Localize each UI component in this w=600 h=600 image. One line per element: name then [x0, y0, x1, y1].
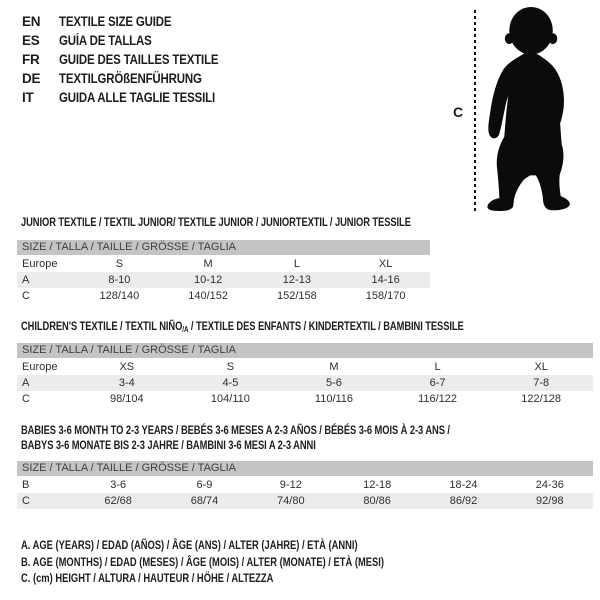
table-row-age: A 3-4 4-5 5-6 6-7 7-8: [17, 375, 593, 391]
toddler-silhouette-image: [484, 4, 584, 212]
table-row-age-months: B 3-6 6-9 9-12 12-18 18-24 24-36: [22, 479, 564, 491]
table-row-europe: Europe XS S M L XL: [22, 361, 548, 373]
table-row-age: A 8-10 10-12 12-13 14-16: [17, 272, 430, 288]
language-title: TEXTILE SIZE GUIDE: [59, 14, 172, 29]
size-header-bar: SIZE / TALLA / TAILLE / GRÖSSE / TAGLIA: [17, 343, 593, 358]
legend: [21, 537, 486, 587]
language-code: EN: [22, 14, 41, 29]
language-title: GUIDA ALLE TAGLIE TESSILI: [59, 90, 215, 105]
language-title: TEXTILGRÖßENFÜHRUNG: [59, 71, 202, 86]
language-code: FR: [22, 52, 40, 67]
legend-line-b: B. AGE (MONTHS) / EDAD (MESES) / ÂGE (MOIS) / ALTER (MONATE) / ETÀ (MESI): [21, 554, 384, 569]
height-dashed-line: [474, 10, 476, 212]
table-row-europe: Europe S M L XL: [22, 258, 393, 270]
language-code: DE: [22, 71, 41, 86]
language-title: GUIDE DES TAILLES TEXTILE: [59, 52, 219, 67]
language-row: [22, 50, 247, 69]
section-title-babies: BABIES 3-6 MONTH TO 2-3 YEARS / BEBÉS 3-6 MESES A 2-3 AÑOS / BÉBÉS 3-6 MOIS À 2-3 ANS / BABYS 3-6 MONATE BIS 2-3 JAHRE / BAMBINI 3-6 MESI A 2-3 ANNI: [21, 423, 450, 452]
section-title-junior: JUNIOR TEXTILE / TEXTIL JUNIOR/ TEXTILE JUNIOR / JUNIORTEXTIL / JUNIOR TESSILE: [21, 215, 411, 229]
section-title-children: CHILDREN'S TEXTILE / TEXTIL $NIÑO_{/A}$ / TEXTILE DES ENFANTS / KINDERTEXTIL / BAMBINI TESSILE: [21, 319, 464, 334]
size-header-bar: SIZE / TALLA / TAILLE / GRÖSSE / TAGLIA: [17, 240, 430, 255]
language-row: [22, 88, 247, 107]
legend-line-a: A. AGE (YEARS) / EDAD (AÑOS) / ÂGE (ANS) / ALTER (JAHRE) / ETÀ (ANNI): [21, 538, 358, 552]
children-size-table: [17, 343, 593, 407]
language-list: [22, 12, 247, 107]
language-code: IT: [22, 90, 34, 105]
language-row: [22, 69, 247, 88]
height-measure-label: C: [453, 104, 464, 120]
table-row-height: C 62/68 68/74 74/80 80/86 86/92 92/98: [17, 493, 593, 509]
junior-size-table: [17, 240, 430, 304]
babies-size-table: [17, 461, 593, 509]
subscript-text: /A: [182, 325, 189, 334]
language-row: [22, 12, 247, 31]
legend-line-c: C. (cm) HEIGHT / ALTURA / HAUTEUR / HÖHE / ALTEZZA: [21, 571, 274, 585]
language-row: [22, 31, 247, 50]
size-header-bar: SIZE / TALLA / TAILLE / GRÖSSE / TAGLIA: [17, 461, 593, 476]
language-code: ES: [22, 33, 40, 48]
table-row-height: C 98/104 104/110 110/116 116/122 122/128: [22, 393, 562, 405]
language-title: GUÍA DE TALLAS: [59, 33, 152, 48]
table-row-height: C 128/140 140/152 152/158 158/170: [22, 290, 406, 302]
